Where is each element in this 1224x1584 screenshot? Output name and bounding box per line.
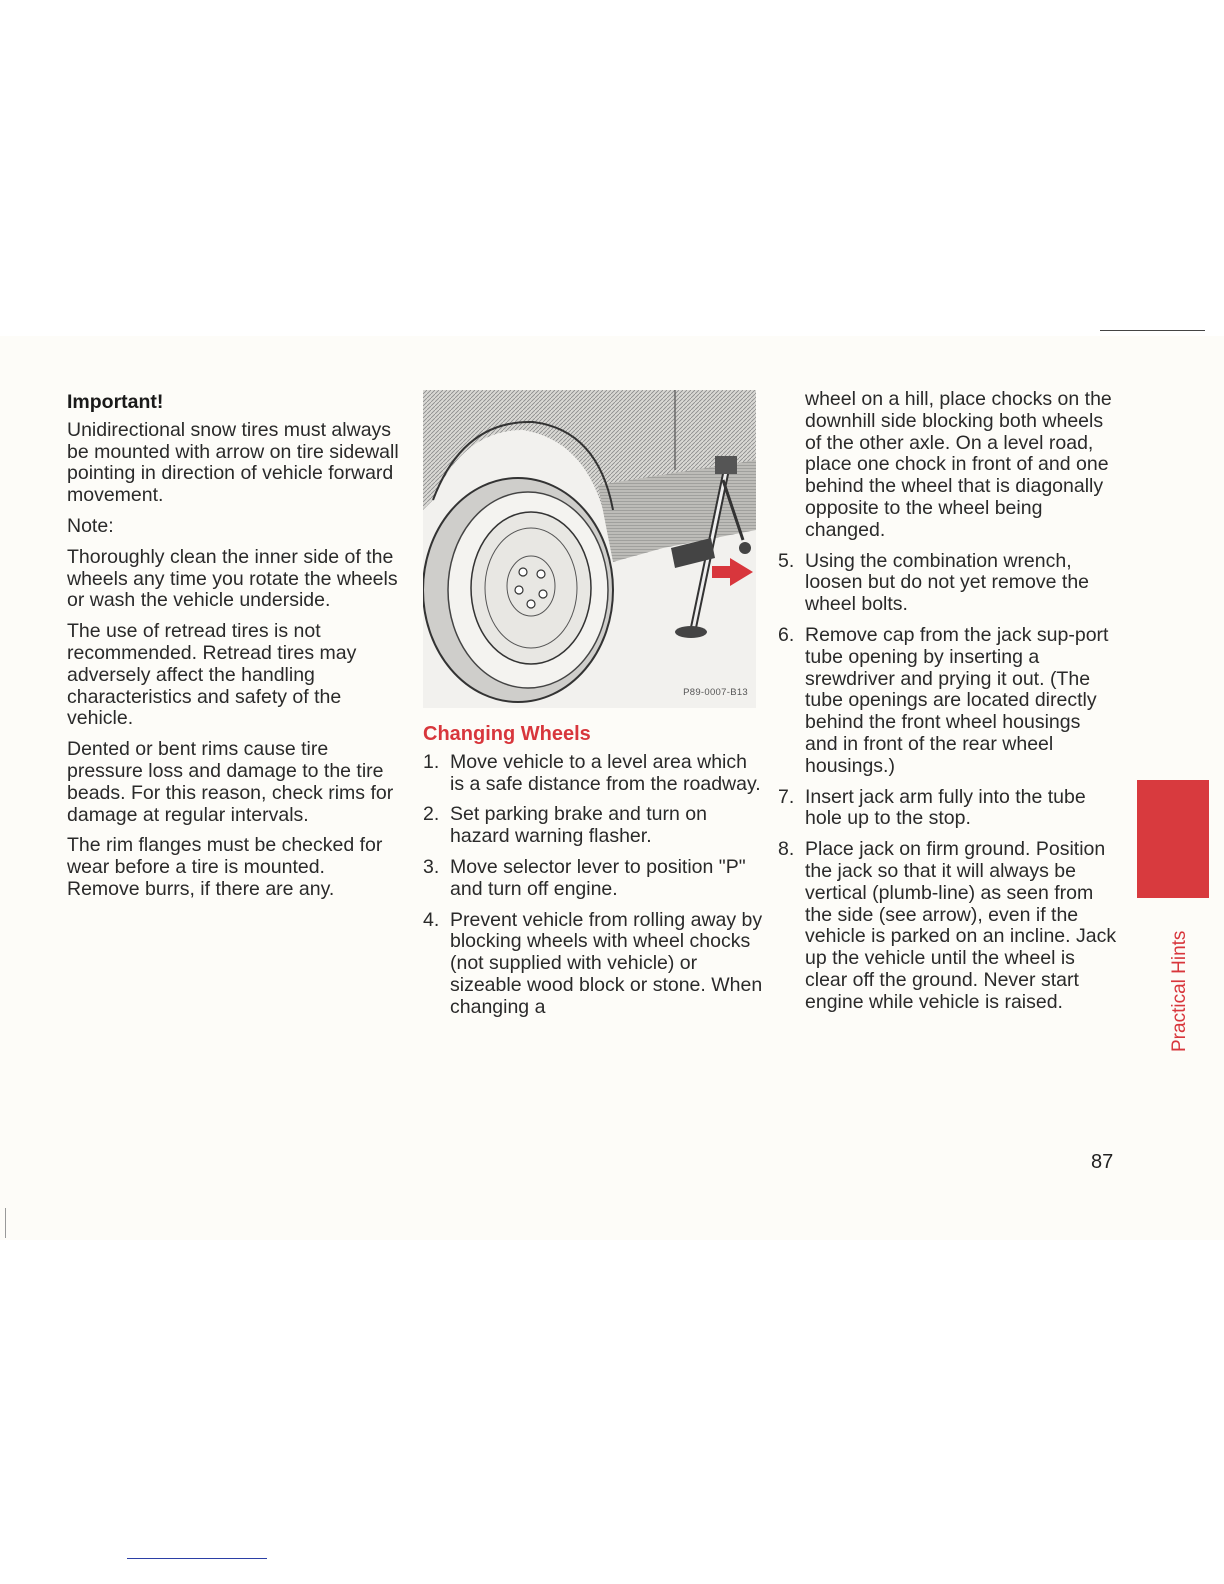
step-text: Using the combination wrench, loosen but do not yet remove the wheel bolts. xyxy=(805,549,1090,616)
step-text: Remove cap from the jack sup-port tube opening by inserting a srewdriver and prying it out. (The tube openings are located directly behind the front wheel housings and in front of the rear wheel housings.) xyxy=(805,623,1109,777)
step-text: Insert jack arm fully into the tube hole up to the stop. xyxy=(805,785,1086,830)
left-column xyxy=(67,392,402,910)
step-text: Place jack on firm ground. Position the jack so that it will always be vertical (plumb-line) as seen from the side (see arrow), even if the vehicle is parked on an incline. Jack up the vehicle until the wheel is clear off the ground. Never start engine while vehicle is raised. xyxy=(805,838,1117,1013)
paragraph: Thoroughly clean the inner side of the wheels any time you rotate the wheels or wash the vehicle underside. xyxy=(67,545,398,612)
step-number: 3. xyxy=(423,855,440,878)
step-text: Move vehicle to a level area which is a safe distance from the roadway. xyxy=(450,750,761,795)
middle-column xyxy=(423,390,763,1028)
paragraph: The rim flanges must be checked for wear before a tire is mounted. Remove burrs, if there are any. xyxy=(67,834,383,900)
section-tab-marker xyxy=(1137,780,1209,898)
step-text: Set parking brake and turn on hazard warning flasher. xyxy=(450,803,707,848)
step-number: 2. xyxy=(423,803,440,826)
step-text: Prevent vehicle from rolling away by blocking wheels with wheel chocks (not supplied with vehicle) or sizeable wood block or stone. When changing a xyxy=(450,908,763,1018)
bottom-rule xyxy=(127,1558,267,1559)
step-item xyxy=(423,910,763,1019)
important-heading: Important! xyxy=(67,391,164,413)
steps-list-part2 xyxy=(778,551,1118,1014)
jack-figure xyxy=(423,390,756,708)
step-item xyxy=(778,787,1118,831)
step-number: 1. xyxy=(423,750,440,773)
figure-code: P89-0007-B13 xyxy=(683,687,748,699)
step-number: 4. xyxy=(423,908,440,931)
paragraph: Dented or bent rims cause tire pressure loss and damage to the tire beads. For this reason, check rims for damage at regular intervals. xyxy=(67,738,394,826)
step-item xyxy=(423,752,763,796)
paragraph: The use of retread tires is not recommended. Retread tires may adversely affect the handling characteristics and safety of the vehicle. xyxy=(67,620,357,730)
step-item xyxy=(778,551,1118,616)
step-number: 6. xyxy=(778,623,795,646)
step-4-continuation: wheel on a hill, place chocks on the downhill side blocking both wheels of the other axle. On a level road, place one chock in front of and one behind the wheel that is diagonally opposite to the wheel being changed. xyxy=(805,388,1112,541)
right-column xyxy=(778,389,1118,1023)
section-tab-label: Practical Hints xyxy=(1169,930,1190,1052)
left-edge-mark xyxy=(5,1208,6,1238)
important-text: Unidirectional snow tires must always be mounted with arrow on tire sidewall pointing in direction of vehicle forward movement. xyxy=(67,418,399,507)
note-label: Note: xyxy=(67,514,114,537)
step-item xyxy=(423,804,763,848)
step-item xyxy=(423,857,763,901)
page-number: 87 xyxy=(1091,1151,1114,1173)
steps-list-part1 xyxy=(423,752,763,1019)
step-text: Move selector lever to position "P" and turn off engine. xyxy=(450,855,746,900)
step-item xyxy=(778,839,1118,1013)
step-number: 5. xyxy=(778,549,795,572)
car-wheel-jack-illustration xyxy=(423,390,756,708)
step-number: 8. xyxy=(778,838,795,861)
step-number: 7. xyxy=(778,785,795,808)
top-rule xyxy=(1100,330,1205,331)
step-item xyxy=(778,625,1118,778)
section-title: Changing Wheels xyxy=(423,723,591,745)
